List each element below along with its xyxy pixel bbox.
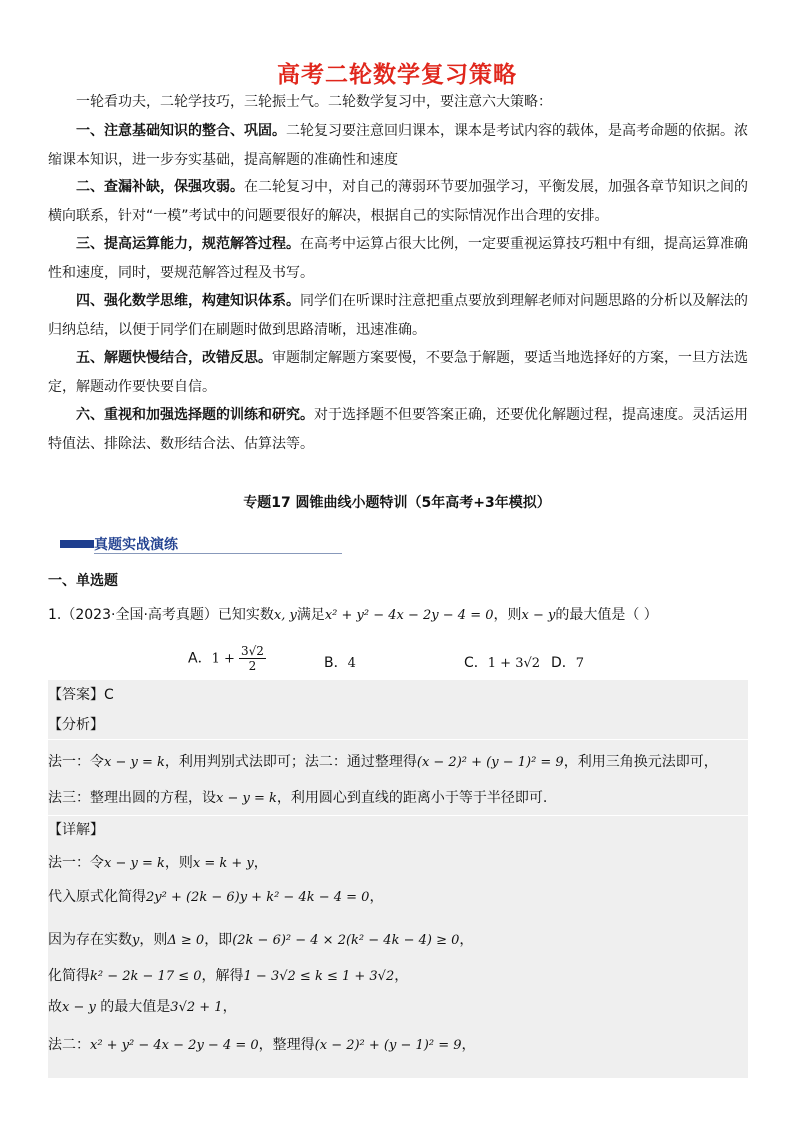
option-a-pre: 1 + xyxy=(211,651,240,667)
option-d-value: 7 xyxy=(575,656,585,671)
strategy-6 xyxy=(48,401,748,458)
detail-line-2 xyxy=(48,882,748,913)
math-expr: 1 − 3√2 ≤ k ≤ 1 + 3√2 xyxy=(243,969,395,984)
text: ，整理得 xyxy=(258,1037,315,1053)
math-expr: x − y = k xyxy=(216,791,277,806)
text: ， xyxy=(222,999,237,1015)
strategy-6-head: 六、重视和加强选择题的训练和研究。 xyxy=(76,407,314,423)
detail-line-6 xyxy=(48,1030,748,1061)
detail-line-4 xyxy=(48,961,748,992)
topic-heading: 专题17 圆锥曲线小题特训（5年高考+3年模拟） xyxy=(243,495,551,511)
text: ，利用圆心到直线的距离小于等于半径即可. xyxy=(276,790,548,806)
option-c[interactable] xyxy=(464,652,540,672)
section-banner xyxy=(60,533,342,555)
text: ， xyxy=(253,855,268,871)
page-title: 高考二轮数学复习策略 xyxy=(277,62,517,88)
strategy-5-body: 审题制定解题方案要慢，不要急于解题，要适当地选择好的方案，一旦方法选定，解题动作要快要自信。 xyxy=(48,350,748,395)
text: 代入原式化简得 xyxy=(48,889,146,905)
question-vars: x, y xyxy=(273,608,297,623)
math-expr: x − y = k xyxy=(104,755,165,770)
option-a-numerator: 3√2 xyxy=(241,644,264,658)
text: ， xyxy=(459,932,474,948)
math-expr: k² − 2k − 17 ≤ 0 xyxy=(90,969,202,984)
text: ，利用三角换元法即可， xyxy=(563,754,718,770)
text: 因为存在实数 xyxy=(48,932,132,948)
math-expr: Δ ≥ 0 xyxy=(167,933,205,948)
detail-label: 【详解】 xyxy=(48,822,104,838)
analysis-line-2 xyxy=(48,783,748,814)
math-expr: x² + y² − 4x − 2y − 4 = 0 xyxy=(90,1038,259,1053)
question-text-c: ，则 xyxy=(493,607,522,623)
strategy-4 xyxy=(48,287,748,344)
option-a-fraction xyxy=(239,644,266,673)
text: ，则 xyxy=(139,932,168,948)
detail-line-1 xyxy=(48,848,748,879)
text: ， xyxy=(461,1037,476,1053)
strategy-5-head: 五、解题快慢结合，改错反思。 xyxy=(76,350,272,366)
option-a[interactable] xyxy=(188,644,266,673)
question-target: x − y xyxy=(521,608,556,623)
option-c-value: 1 + 3√2 xyxy=(487,656,541,671)
banner-underline xyxy=(94,553,342,554)
text: 故 xyxy=(48,999,62,1015)
option-b[interactable] xyxy=(324,652,356,672)
text: 化简得 xyxy=(48,968,90,984)
strategy-3-head: 三、提高运算能力，规范解答过程。 xyxy=(76,236,300,252)
option-a-denominator: 2 xyxy=(248,659,257,673)
text: ，利用判别式法即可；法二：通过整理得 xyxy=(164,754,417,770)
question-source: （2023·全国·高考真题） xyxy=(61,607,218,623)
text: 法一：令 xyxy=(48,754,104,770)
math-expr: (2k − 6)² − 4 × 2(k² − 4k − 4) ≥ 0 xyxy=(232,933,460,948)
text: ， xyxy=(369,889,384,905)
strategy-3 xyxy=(48,230,748,287)
strategy-2 xyxy=(48,173,748,230)
math-expr: x = k + y xyxy=(192,856,254,871)
math-expr: y xyxy=(132,933,140,948)
strategy-1 xyxy=(48,117,748,174)
math-expr: (x − 2)² + (y − 1)² = 9 xyxy=(314,1038,462,1053)
question-text-a: 已知实数 xyxy=(217,607,274,623)
option-d-label: D． xyxy=(551,655,576,671)
intro-paragraph: 一轮看功夫，二轮学技巧，三轮振士气。二轮数学复习中，要注意六大策略： xyxy=(76,94,552,110)
text: 法二： xyxy=(48,1037,90,1053)
section-title: 一、单选题 xyxy=(48,573,118,589)
answer-options xyxy=(0,642,794,682)
strategy-5 xyxy=(48,344,748,401)
detail-line-3 xyxy=(48,925,748,956)
text: 法三：整理出圆的方程，设 xyxy=(48,790,216,806)
question-number: 1. xyxy=(48,607,62,623)
text: ，即 xyxy=(204,932,233,948)
option-a-label: A． xyxy=(188,650,212,667)
math-expr: x − y xyxy=(62,1000,96,1015)
banner-text: 真题实战演练 xyxy=(94,537,178,553)
question-text-b: 满足 xyxy=(296,607,325,623)
math-expr: (x − 2)² + (y − 1)² = 9 xyxy=(416,755,564,770)
answer-label: 【答案】C xyxy=(48,687,114,703)
strategy-2-head: 二、查漏补缺，保强攻弱。 xyxy=(76,179,244,195)
math-expr: 2y² + (2k − 6)y + k² − 4k − 4 = 0 xyxy=(146,890,370,905)
math-expr: 3√2 + 1 xyxy=(170,1000,223,1015)
option-b-value: 4 xyxy=(347,656,356,671)
question-text-d: 的最大值是（ ） xyxy=(555,607,658,623)
detail-line-5 xyxy=(48,992,748,1023)
question-1 xyxy=(48,604,748,624)
text: ， xyxy=(394,968,409,984)
strategy-4-head: 四、强化数学思维，构建知识体系。 xyxy=(76,293,300,309)
strategy-2-body: 在二轮复习中，对自己的薄弱环节要加强学习，平衡发展，加强各章节知识之间的横向联系，针对“一模”考试中的问题要很好的解决，根据自己的实际情况作出合理的安排。 xyxy=(48,179,748,224)
strategy-3-body: 在高考中运算占很大比例，一定要重视运算技巧粗中有细，提高运算准确性和速度，同时，要规范解答过程及书写。 xyxy=(48,236,748,281)
strategy-6-body: 对于选择题不但要答案正确，还要优化解题过程，提高速度。灵活运用特值法、排除法、数形结合法、估算法等。 xyxy=(48,407,748,452)
text: ，则 xyxy=(164,855,193,871)
strategy-1-head: 一、注意基础知识的整合、巩固。 xyxy=(76,123,286,139)
banner-bar xyxy=(60,540,94,548)
question-equation: x² + y² − 4x − 2y − 4 = 0 xyxy=(324,608,494,623)
text: ，解得 xyxy=(201,968,244,984)
analysis-label: 【分析】 xyxy=(48,717,104,733)
option-d[interactable] xyxy=(551,652,584,672)
analysis-line-1 xyxy=(48,747,748,778)
text: 法一：令 xyxy=(48,855,104,871)
option-b-label: B． xyxy=(324,655,348,671)
strategy-1-body: 二轮复习要注意回归课本，课本是考试内容的载体，是高考命题的依据。浓缩课本知识，进一步夯实基础，提高解题的准确性和速度 xyxy=(48,123,748,168)
strategy-4-body: 同学们在听课时注意把重点要放到理解老师对问题思路的分析以及解法的归纳总结，以便于同学们在刷题时做到思路清晰，迅速准确。 xyxy=(48,293,748,338)
option-c-label: C． xyxy=(464,655,488,671)
math-expr: x − y = k xyxy=(104,856,165,871)
text: 的最大值是 xyxy=(95,999,171,1015)
